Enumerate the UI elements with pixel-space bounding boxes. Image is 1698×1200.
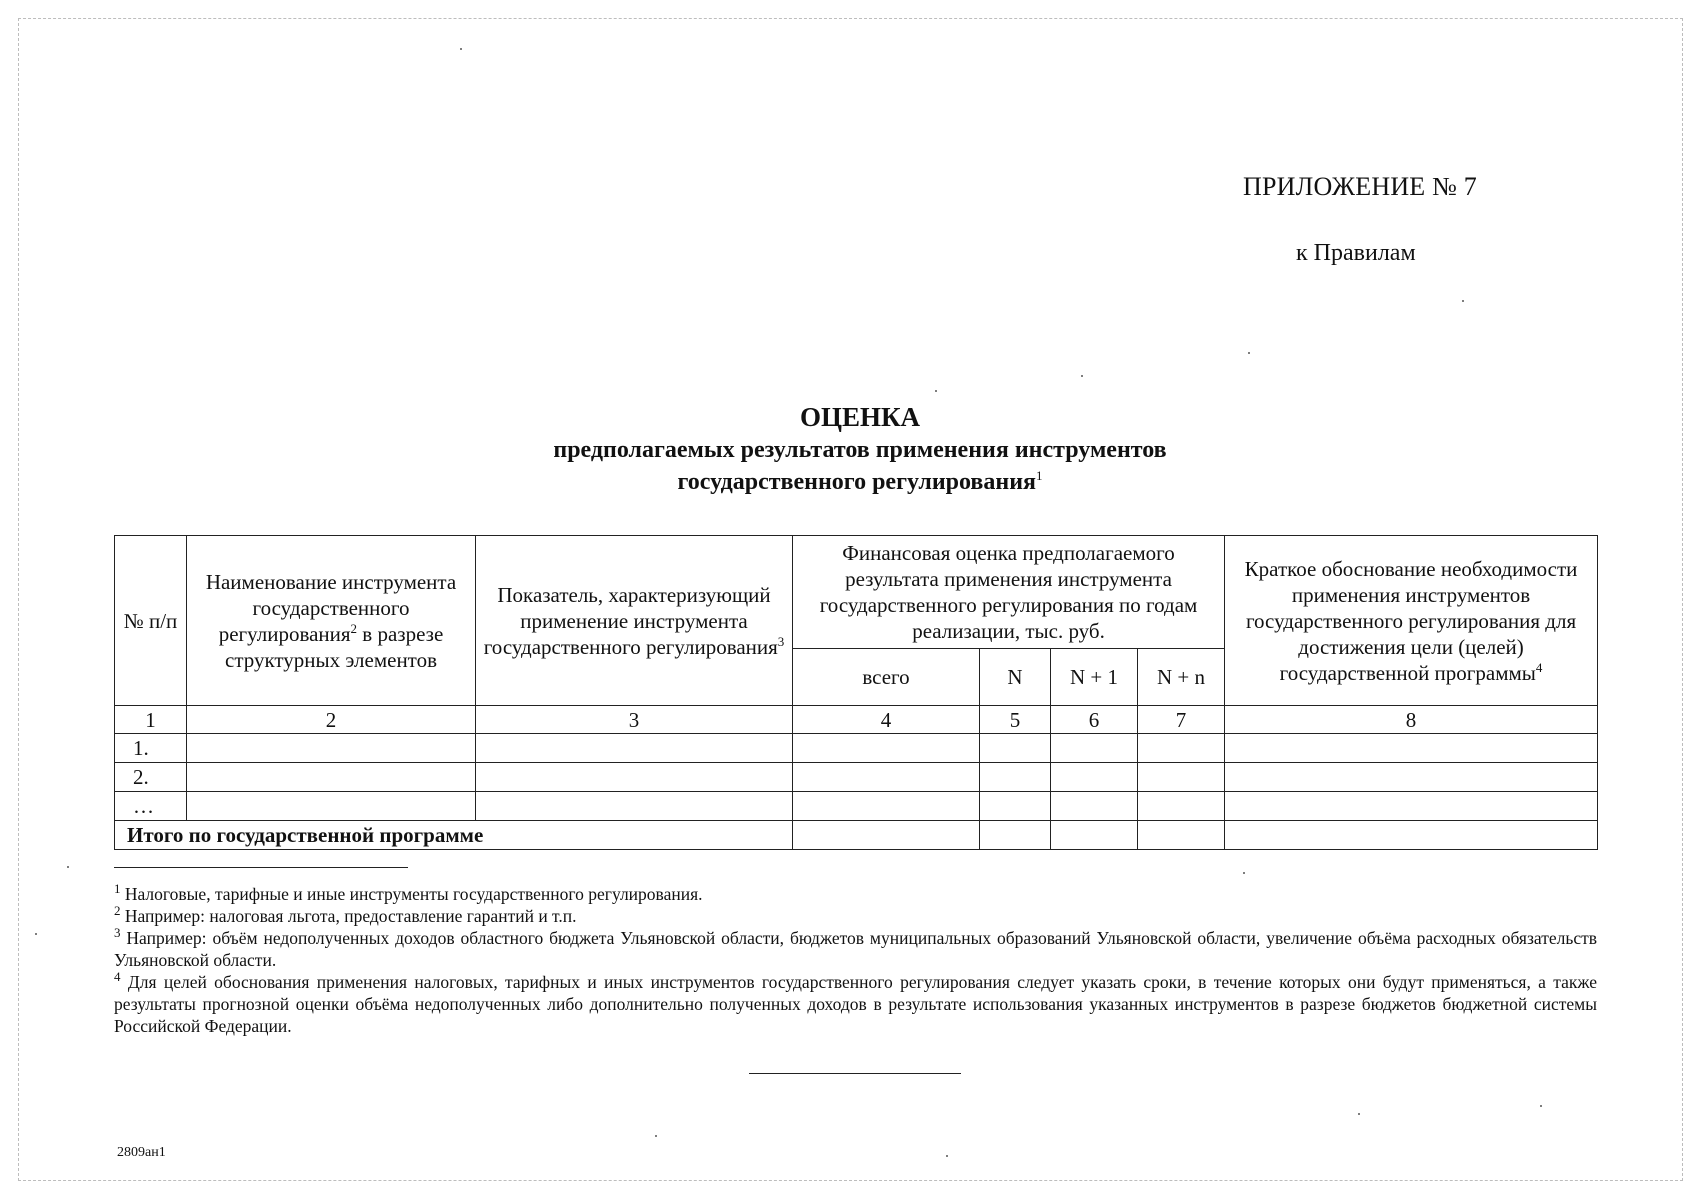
header-col-indicator	[476, 536, 793, 706]
total-cell[interactable]	[793, 821, 980, 850]
column-number: 3	[476, 706, 793, 734]
heading-footnote-ref: 1	[1036, 468, 1043, 483]
column-number: 7	[1138, 706, 1225, 734]
table-cell[interactable]	[980, 792, 1051, 821]
footnote	[114, 905, 1597, 927]
scan-speck	[1540, 1105, 1542, 1107]
header-col-rationale-text: Краткое обоснование необходимости применения инструментов государственного регулирования для достижения цели (целей) государственной программы	[1244, 556, 1578, 685]
scan-speck	[655, 1135, 657, 1137]
table-cell[interactable]	[793, 792, 980, 821]
table-row	[115, 763, 1598, 792]
footnote-mark: 4	[114, 969, 121, 985]
column-number: 2	[187, 706, 476, 734]
scan-speck	[460, 48, 462, 50]
table-cell[interactable]	[793, 734, 980, 763]
assessment-table	[114, 535, 1598, 850]
header-col-no: № п/п	[115, 536, 187, 706]
header-col-n1: N + 1	[1051, 649, 1138, 706]
document-heading	[440, 400, 1280, 498]
header-col-instrument-fn: 2	[350, 620, 358, 636]
header-col-rationale-fn: 4	[1535, 659, 1543, 675]
total-cell[interactable]	[1138, 821, 1225, 850]
scan-speck	[1243, 872, 1245, 874]
table-cell[interactable]	[1051, 734, 1138, 763]
scan-speck	[1358, 1113, 1360, 1115]
table-cell[interactable]	[980, 734, 1051, 763]
header-row-1	[115, 536, 1598, 649]
row-number: 1.	[115, 734, 187, 763]
scan-speck	[1081, 375, 1083, 377]
header-col-indicator-text: Показатель, характеризующий применение инструмента государственного регулирования	[483, 582, 778, 659]
table-cell[interactable]	[187, 792, 476, 821]
table-cell[interactable]	[1225, 734, 1598, 763]
heading-line-1: ОЦЕНКА	[799, 402, 921, 432]
footnote-mark: 3	[114, 925, 121, 941]
table-cell[interactable]	[476, 763, 793, 792]
table-cell[interactable]	[187, 763, 476, 792]
table-cell[interactable]	[1225, 792, 1598, 821]
footnote	[114, 927, 1597, 971]
header-col-total: всего	[793, 649, 980, 706]
total-row	[115, 821, 1598, 850]
total-cell[interactable]	[1225, 821, 1598, 850]
footnote-mark: 1	[114, 881, 121, 897]
header-col-financial: Финансовая оценка предполагаемого результата применения инструмента государственного регулирования по годам реализации, тыс. руб.	[793, 536, 1225, 649]
column-number-row	[115, 706, 1598, 734]
table-row	[115, 734, 1598, 763]
column-number: 8	[1225, 706, 1598, 734]
footnote	[114, 971, 1597, 1037]
table-cell[interactable]	[1138, 763, 1225, 792]
header-col-indicator-fn: 3	[777, 633, 785, 649]
footnote-text: Например: объём недополученных доходов областного бюджета Ульяновской области, бюджетов муниципальных образований Ульяновской области, увеличение объёма расходных обязательств Ульяновской области.	[114, 928, 1598, 970]
table-cell[interactable]	[187, 734, 476, 763]
footnote-text: Для целей обоснования применения налоговых, тарифных и иных инструментов государственного регулирования следует указать сроки, в течение которых они будут применяться, а также результаты прогнозной оценки объёма недополученных либо дополнительно полученных доходов в результате использования указанных инструментов в разрезе бюджетов бюджетной системы Российской Федерации.	[114, 972, 1598, 1036]
scan-speck	[67, 866, 69, 868]
footnote-text: Налоговые, тарифные и иные инструменты государственного регулирования.	[124, 884, 703, 904]
footnote-mark: 2	[114, 903, 121, 919]
table-cell[interactable]	[1138, 734, 1225, 763]
heading-line-3	[440, 466, 1280, 498]
table-row	[115, 792, 1598, 821]
column-number: 1	[115, 706, 187, 734]
scan-speck	[935, 390, 937, 392]
footnote	[114, 883, 1597, 905]
row-number: …	[115, 792, 187, 821]
header-col-nn: N + n	[1138, 649, 1225, 706]
total-cell[interactable]	[1051, 821, 1138, 850]
table-cell[interactable]	[476, 734, 793, 763]
table-cell[interactable]	[1138, 792, 1225, 821]
table-cell[interactable]	[1051, 763, 1138, 792]
footnote-text: Например: налоговая льгота, предоставление гарантий и т.п.	[124, 906, 577, 926]
header-col-instrument	[187, 536, 476, 706]
column-number: 4	[793, 706, 980, 734]
row-number: 2.	[115, 763, 187, 792]
appendix-subtitle: к Правилам	[1296, 240, 1416, 266]
footnote-divider	[114, 867, 408, 868]
table-cell[interactable]	[476, 792, 793, 821]
table-cell[interactable]	[1051, 792, 1138, 821]
heading-line-3-text: государственного регулирования	[677, 469, 1037, 495]
total-label: Итого по государственной программе	[115, 821, 793, 850]
table-cell[interactable]	[980, 763, 1051, 792]
end-divider	[749, 1073, 961, 1074]
scan-speck	[35, 933, 37, 935]
scan-speck	[946, 1155, 948, 1157]
column-number: 5	[980, 706, 1051, 734]
column-number: 6	[1051, 706, 1138, 734]
header-col-rationale	[1225, 536, 1598, 706]
table-cell[interactable]	[793, 763, 980, 792]
total-cell[interactable]	[980, 821, 1051, 850]
header-col-instrument-b: в разрезе структурных элементов	[225, 621, 444, 672]
appendix-title: ПРИЛОЖЕНИЕ № 7	[1243, 172, 1477, 201]
scan-speck	[1462, 300, 1464, 302]
table-cell[interactable]	[1225, 763, 1598, 792]
scan-speck	[1248, 352, 1250, 354]
header-col-n: N	[980, 649, 1051, 706]
heading-line-2: предполагаемых результатов применения инструментов	[553, 437, 1167, 463]
document-code: 2809ан1	[117, 1145, 166, 1160]
header-col-instrument-a: Наименование инструмента государственного регулирования	[205, 569, 457, 646]
footnotes	[114, 883, 1597, 1037]
